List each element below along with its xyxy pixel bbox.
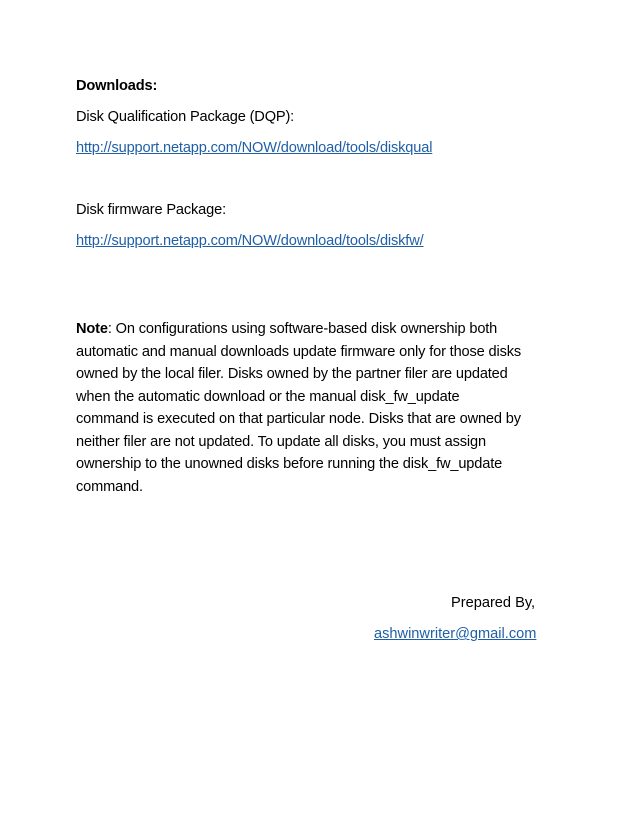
downloads-heading: Downloads:: [76, 78, 158, 94]
firmware-link-row: [76, 230, 424, 252]
note-line-8: command.: [76, 478, 143, 495]
note-line-3: owned by the local filer. Disks owned by the partner filer are updated: [76, 366, 508, 382]
firmware-link[interactable]: http://support.netapp.com/NOW/download/tools/diskfw/: [76, 233, 424, 249]
prepared-by: Prepared By,: [451, 595, 536, 611]
note-paragraph: [76, 318, 576, 498]
note-line-6: neither filer are not updated. To update all disks, you must assign: [76, 433, 486, 450]
note-line-5: command is executed on that particular node. Disks that are owned by: [76, 411, 521, 427]
dqp-label: Disk Qualification Package (DQP):: [76, 109, 295, 125]
note-line-1-text: : On configurations using software-based disk ownership both: [107, 321, 498, 337]
note-line-7: ownership to the unowned disks before running the disk_fw_update: [76, 456, 503, 472]
note-line-4: when the automatic download or the manual disk_fw_update: [76, 388, 460, 405]
author-email-link[interactable]: ashwinwriter@gmail.com: [374, 626, 537, 642]
author-email-row: [374, 623, 536, 645]
firmware-label: Disk firmware Package:: [76, 202, 226, 218]
dqp-link[interactable]: http://support.netapp.com/NOW/download/tools/diskqual: [76, 140, 433, 156]
note-line-1: [76, 318, 576, 341]
note-line-2: automatic and manual downloads update firmware only for those disks: [76, 343, 522, 360]
dqp-link-row: [76, 137, 432, 159]
note-label: Note: [76, 321, 108, 337]
